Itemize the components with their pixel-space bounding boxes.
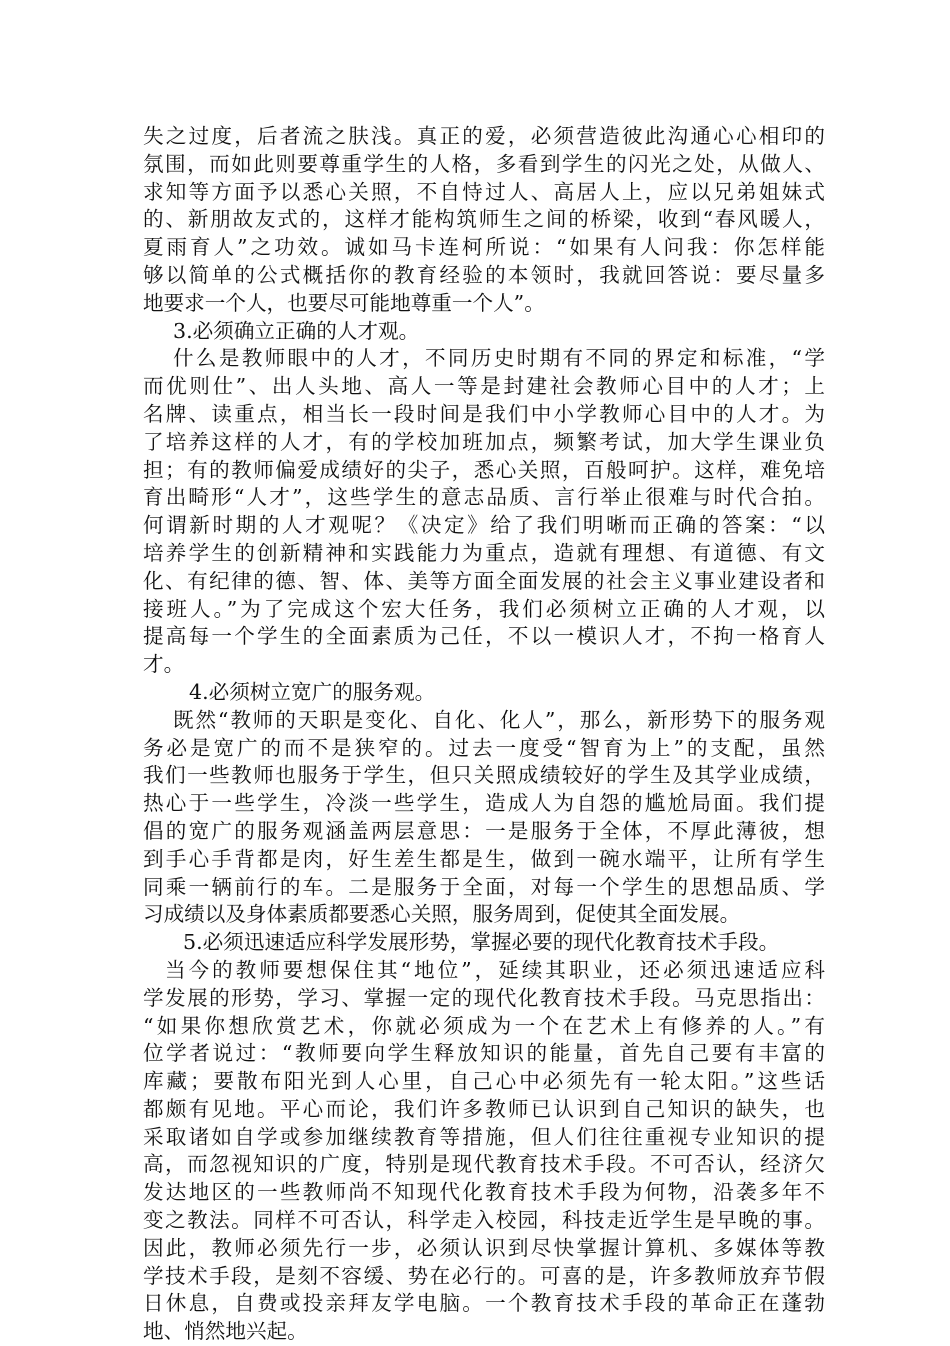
- text-line: 担；有的教师偏爱成绩好的尖子，悉心关照，百般呵护。这样，难免培: [143, 457, 825, 482]
- text-line: 接班人。”为了完成这个宏大任务，我们必须树立正确的人才观，以: [143, 596, 825, 621]
- text-line: 变之教法。同样不可否认，科学走入校园，科技走近学生是早晚的事。: [143, 1208, 825, 1233]
- text-line: 育出畸形“人才”，这些学生的意志品质、言行举止很难与时代合拍。: [143, 485, 825, 510]
- text-line: 夏雨育人”之功效。诚如马卡连柯所说：“如果有人问我：你怎样能: [143, 235, 825, 260]
- text-line: 既然“教师的天职是变化、自化、化人”，那么，新形势下的服务观: [173, 707, 825, 732]
- text-line: 习成绩以及身体素质都要悉心关照，服务周到，促使其全面发展。: [143, 902, 741, 927]
- text-line: “如果你想欣赏艺术，你就必须成为一个在艺术上有修养的人。”有: [143, 1013, 825, 1038]
- text-line: 提高每一个学生的全面素质为己任，不以一模识人才，不拘一格育人: [143, 624, 825, 649]
- text-line: 培养学生的创新精神和实践能力为重点，造就有理想、有道德、有文: [143, 540, 825, 565]
- text-line: 位学者说过：“教师要向学生释放知识的能量，首先自己要有丰富的: [143, 1041, 825, 1066]
- text-line: 热心于一些学生，冷淡一些学生，造成人为自怨的尴尬局面。我们提: [143, 791, 825, 816]
- text-line: 到手心手背都是肉，好生差生都是生，做到一碗水端平，让所有学生: [143, 846, 825, 871]
- text-line: 地、悄然地兴起。: [143, 1319, 308, 1344]
- text-line: 了培养这样的人才，有的学校加班加点，频繁考试，加大学生课业负: [143, 429, 825, 454]
- text-line: 失之过度，后者流之肤浅。真正的爱，必须营造彼此沟通心心相印的: [143, 124, 825, 148]
- text-line: 才。: [143, 652, 185, 677]
- text-line: 采取诸如自学或参加继续教育等措施，但人们往往重视专业知识的提: [143, 1124, 825, 1149]
- text-line: 我们一些教师也服务于学生，但只关照成绩较好的学生及其学业成绩，: [143, 763, 825, 788]
- text-line: 求知等方面予以悉心关照，不自恃过人、高居人上，应以兄弟姐妹式: [143, 179, 825, 204]
- text-line: 什么是教师眼中的人才，不同历史时期有不同的界定和标准，“学: [173, 346, 825, 371]
- document-body: [143, 123, 825, 1346]
- text-line: 发达地区的一些教师尚不知现代化教育技术手段为何物，沿袭多年不: [143, 1180, 825, 1205]
- text-line: 日休息，自费或投亲拜友学电脑。一个教育技术手段的革命正在蓬勃: [143, 1291, 825, 1316]
- text-line: 够以简单的公式概括你的教育经验的本领时，我就回答说：要尽量多: [143, 262, 825, 287]
- text-line: 高，而忽视知识的广度，特别是现代教育技术手段。不可否认，经济欠: [143, 1152, 825, 1177]
- text-line: 倡的宽广的服务观涵盖两层意思：一是服务于全体，不厚此薄彼，想: [143, 818, 825, 843]
- text-line: 学发展的形势，学习、掌握一定的现代化教育技术手段。马克思指出：: [143, 985, 825, 1010]
- text-line: 何谓新时期的人才观呢？《决定》给了我们明晰而正确的答案：“以: [143, 513, 825, 538]
- text-line: 名牌、读重点，相当长一段时间是我们中小学教师心目中的人才。为: [143, 401, 825, 426]
- text-line: 而优则仕”、出人头地、高人一等是封建社会教师心目中的人才；上: [143, 374, 825, 399]
- text-line: 学技术手段，是刻不容缓、势在必行的。可喜的是，许多教师放弃节假: [143, 1263, 825, 1288]
- text-line: 氛围，而如此则要尊重学生的人格，多看到学生的闪光之处，从做人、: [143, 151, 825, 176]
- text-line: 4.必须树立宽广的服务观。: [189, 679, 436, 704]
- text-line: 3.必须确立正确的人才观。: [173, 318, 420, 343]
- text-line: 的、新朋故友式的，这样才能构筑师生之间的桥梁，收到“春风暖人，: [143, 207, 825, 232]
- text-line: 地要求一个人，也要尽可能地尊重一个人”。: [143, 290, 545, 315]
- text-line: 库藏；要散布阳光到人心里，自己心中必须先有一轮太阳。”这些话: [143, 1069, 825, 1094]
- text-line: 化、有纪律的德、智、体、美等方面全面发展的社会主义事业建设者和: [143, 568, 825, 593]
- text-line: 当今的教师要想保住其“地位”，延续其职业，还必须迅速适应科: [165, 957, 825, 982]
- text-line: 务必是宽广的而不是狭窄的。过去一度受“智育为上”的支配，虽然: [143, 735, 825, 760]
- text-line: 同乘一辆前行的车。二是服务于全面，对每一个学生的思想品质、学: [143, 874, 825, 899]
- text-line: 5.必须迅速适应科学发展形势，掌握必要的现代化教育技术手段。: [183, 930, 780, 955]
- text-line: 因此，教师必须先行一步，必须认识到尽快掌握计算机、多媒体等教: [143, 1235, 825, 1260]
- text-line: 都颇有见地。平心而论，我们许多教师已认识到自己知识的缺失，也: [143, 1096, 825, 1121]
